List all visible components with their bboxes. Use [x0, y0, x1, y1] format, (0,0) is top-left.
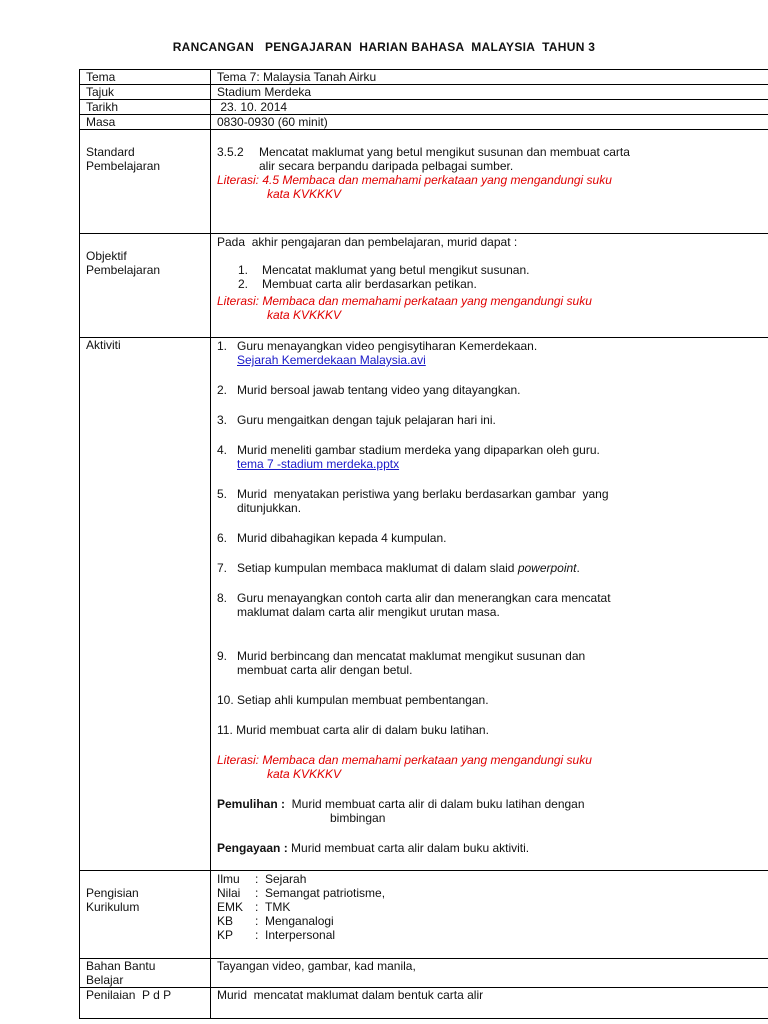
- objektif-text-2: Membuat carta alir berdasarkan petikan.: [262, 277, 477, 291]
- label-masa: Masa: [80, 115, 211, 130]
- aktiviti-num: 8.: [217, 591, 228, 605]
- aktiviti-text-cont: ditunjukkan.: [237, 501, 302, 515]
- lesson-plan-table: [79, 69, 768, 1019]
- aktiviti-text: Murid menyatakan peristiwa yang berlaku berdasarkan gambar yang: [237, 487, 609, 501]
- aktiviti-literasi-1: Literasi: Membaca dan memahami perkataan yang mengandungi suku: [217, 753, 592, 767]
- objektif-intro: Pada akhir pengajaran dan pembelajaran, murid dapat :: [217, 235, 518, 249]
- kurikulum-value: Menganalogi: [265, 914, 334, 928]
- objektif-text-1: Mencatat maklumat yang betul mengikut susunan.: [262, 263, 530, 277]
- kurikulum-separator: :: [255, 886, 259, 900]
- kurikulum-separator: :: [255, 928, 259, 942]
- row-tajuk: [80, 85, 768, 100]
- kurikulum-separator: :: [255, 914, 259, 928]
- value-masa: 0830-0930 (60 minit): [211, 115, 768, 130]
- aktiviti-text: Setiap ahli kumpulan membuat pembentangan.: [237, 693, 489, 707]
- aktiviti-num: 3.: [217, 413, 228, 427]
- row-penilaian: [80, 988, 768, 1019]
- kurikulum-value: Interpersonal: [265, 928, 336, 942]
- aktiviti-text: [237, 561, 580, 575]
- label-penilaian: Penilaian P d P: [80, 988, 211, 1019]
- aktiviti-item: [217, 413, 768, 427]
- standard-line-2: alir secara berpandu daripada pelbagai sumber.: [259, 159, 514, 173]
- pptx-link[interactable]: tema 7 -stadium merdeka.pptx: [237, 457, 400, 471]
- video-link[interactable]: Sejarah Kemerdekaan Malaysia.avi: [237, 353, 426, 367]
- label-standard: [80, 130, 211, 234]
- label-bahan-line-1: Bahan Bantu: [86, 959, 156, 973]
- document-title: RANCANGAN PENGAJARAN HARIAN BAHASA MALAYSIA TAHUN 3: [172, 40, 596, 54]
- label-objektif-line-2: Pembelajaran: [86, 263, 161, 277]
- objektif-item-2: [217, 277, 768, 291]
- aktiviti-num: 9.: [217, 649, 228, 663]
- standard-literasi-2: kata KVKKKV: [267, 187, 342, 201]
- kurikulum-value: Semangat patriotisme,: [265, 886, 386, 900]
- aktiviti-num: 2.: [217, 383, 228, 397]
- aktiviti-text: Murid berbincang dan mencatat maklumat mengikut susunan dan: [237, 649, 586, 663]
- pengayaan: [217, 841, 768, 855]
- label-kurikulum-line-2: Kurikulum: [86, 900, 140, 914]
- value-bahan: Tayangan video, gambar, kad manila,: [211, 959, 768, 988]
- objektif-num-2: 2.: [238, 277, 249, 291]
- standard-code: 3.5.2: [217, 145, 244, 159]
- label-tajuk: Tajuk: [80, 85, 211, 100]
- label-tarikh: Tarikh: [80, 100, 211, 115]
- aktiviti-text-cont: membuat carta alir dengan betul.: [237, 663, 413, 677]
- kurikulum-key: EMK: [217, 900, 244, 914]
- kurikulum-item: [217, 928, 768, 942]
- kurikulum-item: [217, 900, 768, 914]
- aktiviti-text: Murid bersoal jawab tentang video yang ditayangkan.: [237, 383, 521, 397]
- aktiviti-item: [217, 339, 768, 353]
- label-objektif-line-1: Objektif: [86, 249, 127, 263]
- kurikulum-value: Sejarah: [265, 872, 307, 886]
- row-masa: [80, 115, 768, 130]
- kurikulum-separator: :: [255, 900, 259, 914]
- aktiviti-text-cont: maklumat dalam carta alir mengikut urutan masa.: [237, 605, 500, 619]
- label-standard-line-1: Standard: [86, 145, 135, 159]
- aktiviti-text: Murid meneliti gambar stadium merdeka yang dipaparkan oleh guru.: [237, 443, 600, 457]
- aktiviti-num: 7.: [217, 561, 228, 575]
- standard-line-1: Mencatat maklumat yang betul mengikut susunan dan membuat carta: [259, 145, 630, 159]
- label-aktiviti: Aktiviti: [80, 338, 211, 871]
- pengayaan-text: Murid membuat carta alir dalam buku aktiviti.: [287, 841, 530, 855]
- kurikulum-key: KB: [217, 914, 234, 928]
- objektif-literasi-2: kata KVKKKV: [267, 308, 342, 322]
- aktiviti-item: [217, 383, 768, 397]
- row-tarikh: [80, 100, 768, 115]
- pemulihan-label: Pemulihan :: [217, 797, 286, 811]
- aktiviti-text: Murid dibahagikan kepada 4 kumpulan.: [237, 531, 447, 545]
- aktiviti-text-end: .: [576, 561, 580, 575]
- label-kurikulum: [80, 871, 211, 959]
- label-bahan-line-2: Belajar: [86, 973, 124, 987]
- value-aktiviti: [211, 338, 768, 871]
- aktiviti-num: 11.: [217, 723, 233, 737]
- label-standard-line-2: Pembelajaran: [86, 159, 161, 173]
- kurikulum-item: [217, 872, 768, 886]
- aktiviti-text: Guru mengaitkan dengan tajuk pelajaran hari ini.: [237, 413, 496, 427]
- aktiviti-text: Guru menayangkan contoh carta alir dan menerangkan cara mencatat: [237, 591, 611, 605]
- label-bahan: [80, 959, 211, 988]
- value-tarikh: 23. 10. 2014: [211, 100, 768, 115]
- objektif-item-1: [217, 263, 768, 277]
- aktiviti-num: 4.: [217, 443, 228, 457]
- objektif-literasi-1: Literasi: Membaca dan memahami perkataan yang mengandungi suku: [217, 294, 592, 308]
- row-bahan: [80, 959, 768, 988]
- aktiviti-num: 10.: [217, 693, 234, 707]
- aktiviti-item: [217, 487, 768, 501]
- row-standard: [80, 130, 768, 234]
- kurikulum-separator: :: [255, 872, 259, 886]
- objektif-num-1: 1.: [238, 263, 249, 277]
- row-aktiviti: [80, 338, 768, 871]
- aktiviti-literasi-2: kata KVKKKV: [267, 767, 342, 781]
- value-tajuk: Stadium Merdeka: [211, 85, 768, 100]
- aktiviti-item: [217, 591, 768, 605]
- aktiviti-item: [217, 649, 768, 663]
- value-objektif: [211, 234, 768, 338]
- pemulihan-text: Murid membuat carta alir di dalam buku latihan dengan: [285, 797, 585, 811]
- label-tema: Tema: [80, 70, 211, 85]
- aktiviti-item: [217, 693, 768, 707]
- aktiviti-item: [217, 723, 768, 737]
- row-kurikulum: [80, 871, 768, 959]
- label-kurikulum-line-1: Pengisian: [86, 886, 139, 900]
- aktiviti-item: [217, 561, 768, 575]
- kurikulum-value: TMK: [265, 900, 291, 914]
- kurikulum-key: Nilai: [217, 886, 241, 900]
- kurikulum-item: [217, 914, 768, 928]
- aktiviti-num: 6.: [217, 531, 228, 545]
- aktiviti-text-main: Setiap kumpulan membaca maklumat di dalam slaid: [237, 561, 518, 575]
- value-standard: [211, 130, 768, 234]
- pemulihan-text-cont: bimbingan: [330, 811, 386, 825]
- aktiviti-text: Murid membuat carta alir di dalam buku latihan.: [236, 723, 489, 737]
- kurikulum-key: Ilmu: [217, 872, 240, 886]
- standard-literasi-1: Literasi: 4.5 Membaca dan memahami perkataan yang mengandungi suku: [217, 173, 612, 187]
- kurikulum-item: [217, 886, 768, 900]
- aktiviti-item: [217, 531, 768, 545]
- pemulihan: [217, 797, 768, 811]
- aktiviti-num: 1.: [217, 339, 228, 353]
- aktiviti-text-italic: powerpoint: [517, 561, 577, 575]
- value-penilaian: Murid mencatat maklumat dalam bentuk carta alir: [211, 988, 768, 1019]
- label-objektif: [80, 234, 211, 338]
- kurikulum-key: KP: [217, 928, 234, 942]
- aktiviti-num: 5.: [217, 487, 228, 501]
- standard-item: [217, 145, 768, 159]
- value-kurikulum: [211, 871, 768, 959]
- aktiviti-text: Guru menayangkan video pengisytiharan Kemerdekaan.: [237, 339, 538, 353]
- pengayaan-label: Pengayaan :: [217, 841, 288, 855]
- aktiviti-item: [217, 443, 768, 457]
- row-tema: [80, 70, 768, 85]
- value-tema: Tema 7: Malaysia Tanah Airku: [211, 70, 768, 85]
- row-objektif: [80, 234, 768, 338]
